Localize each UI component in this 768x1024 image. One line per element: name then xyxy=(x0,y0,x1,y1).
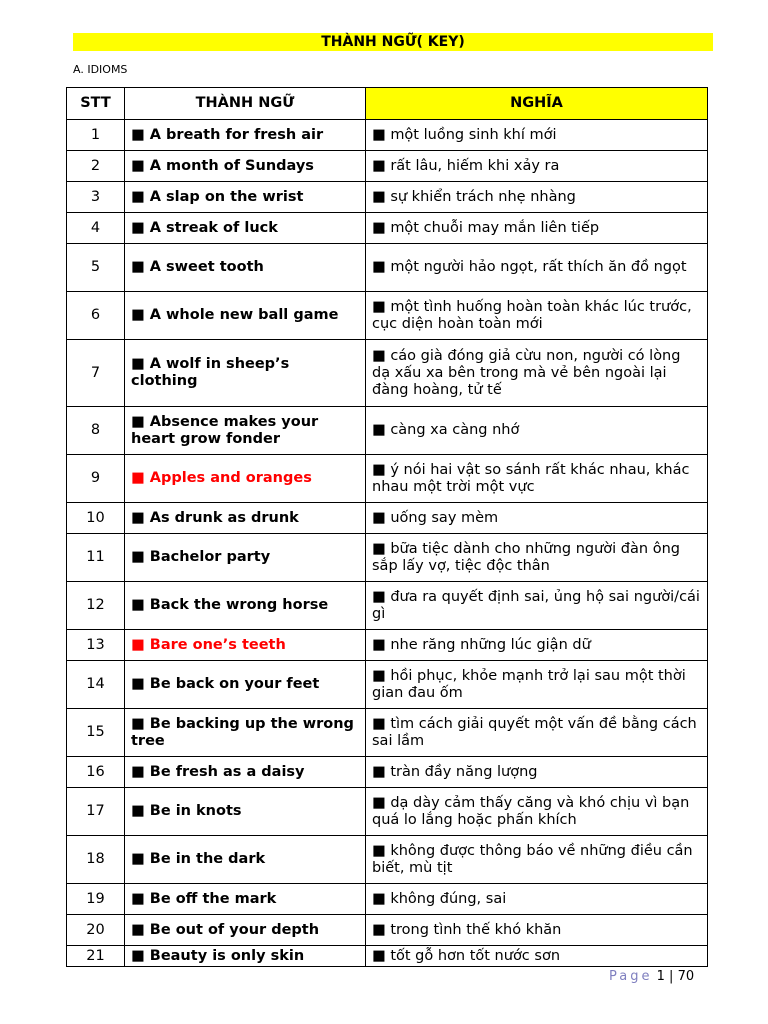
row-number: 1 xyxy=(67,120,125,151)
page-footer xyxy=(609,969,694,984)
meaning-cell xyxy=(366,709,708,757)
idiom-cell xyxy=(125,836,366,884)
meaning-cell xyxy=(366,534,708,582)
row-number: 3 xyxy=(67,182,125,213)
table-row xyxy=(67,213,708,244)
meaning-cell xyxy=(366,582,708,630)
row-number: 7 xyxy=(67,340,125,407)
meaning-cell xyxy=(366,120,708,151)
meaning-text: không đúng, sai xyxy=(390,890,507,907)
idioms-table xyxy=(66,87,708,967)
footer-separator: | xyxy=(669,969,674,984)
idiom-text: Be fresh as a daisy xyxy=(149,763,305,780)
row-number: 21 xyxy=(67,946,125,967)
meaning-cell xyxy=(366,340,708,407)
bullet-icon: ■ xyxy=(372,509,386,526)
idiom-cell xyxy=(125,946,366,967)
meaning-cell xyxy=(366,915,708,946)
section-heading: A. IDIOMS xyxy=(73,63,128,76)
idiom-cell xyxy=(125,407,366,455)
bullet-icon: ■ xyxy=(131,549,145,565)
idiom-text: Be out of your depth xyxy=(149,921,320,938)
bullet-icon: ■ xyxy=(131,803,145,819)
bullet-icon: ■ xyxy=(372,347,386,364)
table-row xyxy=(67,503,708,534)
meaning-text: đưa ra quyết định sai, ủng hộ sai người/cái gì xyxy=(372,588,700,622)
row-number: 18 xyxy=(67,836,125,884)
idiom-cell xyxy=(125,630,366,661)
bullet-icon: ■ xyxy=(372,461,386,478)
idiom-text: Be back on your feet xyxy=(149,676,320,692)
row-number: 20 xyxy=(67,915,125,946)
meaning-text: một luồng sinh khí mới xyxy=(390,126,557,143)
header-idiom: THÀNH NGỮ xyxy=(125,88,366,120)
row-number: 10 xyxy=(67,503,125,534)
meaning-text: dạ dày cảm thấy căng và khó chịu vì bạn quá lo lắng hoặc phấn khích xyxy=(372,794,690,828)
table-row xyxy=(67,455,708,503)
bullet-icon: ■ xyxy=(372,298,386,315)
meaning-cell xyxy=(366,630,708,661)
meaning-text: uống say mèm xyxy=(390,509,499,526)
bullet-icon: ■ xyxy=(131,188,145,205)
row-number: 16 xyxy=(67,757,125,788)
bullet-icon: ■ xyxy=(131,356,145,372)
idiom-cell xyxy=(125,915,366,946)
bullet-icon: ■ xyxy=(131,890,145,907)
idiom-cell xyxy=(125,788,366,836)
idiom-text: A slap on the wrist xyxy=(149,188,304,205)
row-number: 8 xyxy=(67,407,125,455)
footer-page-word: Page xyxy=(609,969,653,984)
idiom-text: Bachelor party xyxy=(149,549,271,565)
table-row xyxy=(67,788,708,836)
table-row xyxy=(67,120,708,151)
table-body xyxy=(67,120,708,967)
bullet-icon: ■ xyxy=(131,676,145,692)
table-row xyxy=(67,151,708,182)
idiom-text: Beauty is only skin xyxy=(149,947,305,964)
table-row xyxy=(67,182,708,213)
meaning-cell xyxy=(366,836,708,884)
idiom-cell xyxy=(125,213,366,244)
bullet-icon: ■ xyxy=(131,157,145,174)
idiom-cell xyxy=(125,534,366,582)
row-number: 5 xyxy=(67,244,125,292)
meaning-text: càng xa càng nhớ xyxy=(390,422,520,438)
meaning-text: một người hảo ngọt, rất thích ăn đồ ngọt xyxy=(390,259,687,275)
idiom-text: Be backing up the wrong tree xyxy=(131,715,354,749)
idiom-text: Bare one’s teeth xyxy=(149,636,286,653)
bullet-icon: ■ xyxy=(131,509,145,526)
meaning-cell xyxy=(366,151,708,182)
table-header-row xyxy=(67,88,708,120)
meaning-cell xyxy=(366,884,708,915)
bullet-icon: ■ xyxy=(372,588,386,605)
row-number: 11 xyxy=(67,534,125,582)
idiom-cell xyxy=(125,884,366,915)
idiom-text: Be off the mark xyxy=(149,890,277,907)
bullet-icon: ■ xyxy=(131,715,145,732)
idiom-text: A sweet tooth xyxy=(149,259,264,275)
idiom-cell xyxy=(125,582,366,630)
idiom-text: Be in the dark xyxy=(149,851,266,867)
meaning-text: cáo già đóng giả cừu non, người có lòng dạ xấu xa bên trong mà vẻ bên ngoài lại đàng hoàng, tử tế xyxy=(372,347,681,398)
header-stt: STT xyxy=(67,88,125,120)
idiom-text: Absence makes your heart grow fonder xyxy=(131,413,319,447)
meaning-text: tốt gỗ hơn tốt nước sơn xyxy=(390,947,561,964)
bullet-icon: ■ xyxy=(131,763,145,780)
table-row xyxy=(67,915,708,946)
bullet-icon: ■ xyxy=(372,540,386,557)
bullet-icon: ■ xyxy=(131,636,145,653)
table-row xyxy=(67,757,708,788)
table-row xyxy=(67,630,708,661)
bullet-icon: ■ xyxy=(131,307,145,323)
table-row xyxy=(67,292,708,340)
idiom-text: A breath for fresh air xyxy=(149,126,324,143)
footer-page-number: 1 xyxy=(656,969,665,984)
table-row xyxy=(67,661,708,709)
bullet-icon: ■ xyxy=(131,947,145,964)
idiom-cell xyxy=(125,292,366,340)
bullet-icon: ■ xyxy=(372,636,386,653)
meaning-cell xyxy=(366,244,708,292)
meaning-text: trong tình thế khó khăn xyxy=(390,921,562,938)
meaning-text: sự khiển trách nhẹ nhàng xyxy=(390,188,576,205)
bullet-icon: ■ xyxy=(131,413,145,430)
meaning-text: tìm cách giải quyết một vấn đề bằng cách sai lầm xyxy=(372,715,697,749)
bullet-icon: ■ xyxy=(372,126,386,143)
meaning-text: ý nói hai vật so sánh rất khác nhau, khác nhau một trời một vực xyxy=(372,461,690,495)
meaning-cell xyxy=(366,407,708,455)
table-row xyxy=(67,340,708,407)
table-row xyxy=(67,582,708,630)
meaning-cell xyxy=(366,455,708,503)
document-title: THÀNH NGỮ( KEY) xyxy=(73,33,713,51)
bullet-icon: ■ xyxy=(372,667,386,684)
meaning-text: bữa tiệc dành cho những người đàn ông sắp lấy vợ, tiệc độc thân xyxy=(372,540,680,574)
idiom-cell xyxy=(125,182,366,213)
bullet-icon: ■ xyxy=(131,851,145,867)
idiom-cell xyxy=(125,503,366,534)
bullet-icon: ■ xyxy=(372,842,386,859)
idiom-cell xyxy=(125,709,366,757)
meaning-cell xyxy=(366,946,708,967)
idiom-text: A whole new ball game xyxy=(149,307,339,323)
bullet-icon: ■ xyxy=(131,470,145,486)
bullet-icon: ■ xyxy=(372,715,386,732)
bullet-icon: ■ xyxy=(372,422,386,438)
bullet-icon: ■ xyxy=(131,259,145,275)
table-row xyxy=(67,407,708,455)
row-number: 14 xyxy=(67,661,125,709)
bullet-icon: ■ xyxy=(372,219,386,236)
meaning-text: tràn đầy năng lượng xyxy=(390,763,538,780)
bullet-icon: ■ xyxy=(131,921,145,938)
row-number: 19 xyxy=(67,884,125,915)
row-number: 9 xyxy=(67,455,125,503)
bullet-icon: ■ xyxy=(372,794,386,811)
meaning-text: hồi phục, khỏe mạnh trở lại sau một thời gian đau ốm xyxy=(372,667,686,701)
bullet-icon: ■ xyxy=(131,219,145,236)
idiom-text: Be in knots xyxy=(149,803,242,819)
meaning-cell xyxy=(366,292,708,340)
idiom-cell xyxy=(125,244,366,292)
idiom-cell xyxy=(125,661,366,709)
idiom-cell xyxy=(125,757,366,788)
bullet-icon: ■ xyxy=(372,890,386,907)
idiom-text: A wolf in sheep’s clothing xyxy=(131,356,290,389)
bullet-icon: ■ xyxy=(372,947,386,964)
bullet-icon: ■ xyxy=(372,259,386,275)
idiom-cell xyxy=(125,151,366,182)
meaning-text: không được thông báo về những điều cần biết, mù tịt xyxy=(372,842,693,876)
meaning-text: rất lâu, hiếm khi xảy ra xyxy=(390,157,560,174)
row-number: 12 xyxy=(67,582,125,630)
bullet-icon: ■ xyxy=(372,763,386,780)
idiom-cell xyxy=(125,340,366,407)
footer-total-pages: 70 xyxy=(677,969,695,984)
idiom-cell xyxy=(125,455,366,503)
idiom-cell xyxy=(125,120,366,151)
row-number: 17 xyxy=(67,788,125,836)
table-row xyxy=(67,709,708,757)
idiom-text: Back the wrong horse xyxy=(149,597,329,613)
table-row xyxy=(67,534,708,582)
bullet-icon: ■ xyxy=(372,188,386,205)
table-row xyxy=(67,836,708,884)
idiom-text: As drunk as drunk xyxy=(149,509,299,526)
table-row xyxy=(67,244,708,292)
meaning-text: nhe răng những lúc giận dữ xyxy=(390,636,591,653)
bullet-icon: ■ xyxy=(372,921,386,938)
row-number: 13 xyxy=(67,630,125,661)
meaning-cell xyxy=(366,503,708,534)
meaning-text: một chuỗi may mắn liên tiếp xyxy=(390,219,600,236)
meaning-cell xyxy=(366,213,708,244)
table-row xyxy=(67,884,708,915)
bullet-icon: ■ xyxy=(131,597,145,613)
meaning-text: một tình huống hoàn toàn khác lúc trước, cục diện hoàn toàn mới xyxy=(372,298,692,332)
row-number: 6 xyxy=(67,292,125,340)
header-meaning: NGHĨA xyxy=(366,88,708,120)
table-row xyxy=(67,946,708,967)
meaning-cell xyxy=(366,788,708,836)
meaning-cell xyxy=(366,757,708,788)
row-number: 4 xyxy=(67,213,125,244)
meaning-cell xyxy=(366,661,708,709)
bullet-icon: ■ xyxy=(131,126,145,143)
meaning-cell xyxy=(366,182,708,213)
row-number: 15 xyxy=(67,709,125,757)
bullet-icon: ■ xyxy=(372,157,386,174)
idiom-text: Apples and oranges xyxy=(149,470,312,486)
row-number: 2 xyxy=(67,151,125,182)
idiom-text: A month of Sundays xyxy=(149,157,314,174)
idiom-text: A streak of luck xyxy=(149,219,278,236)
